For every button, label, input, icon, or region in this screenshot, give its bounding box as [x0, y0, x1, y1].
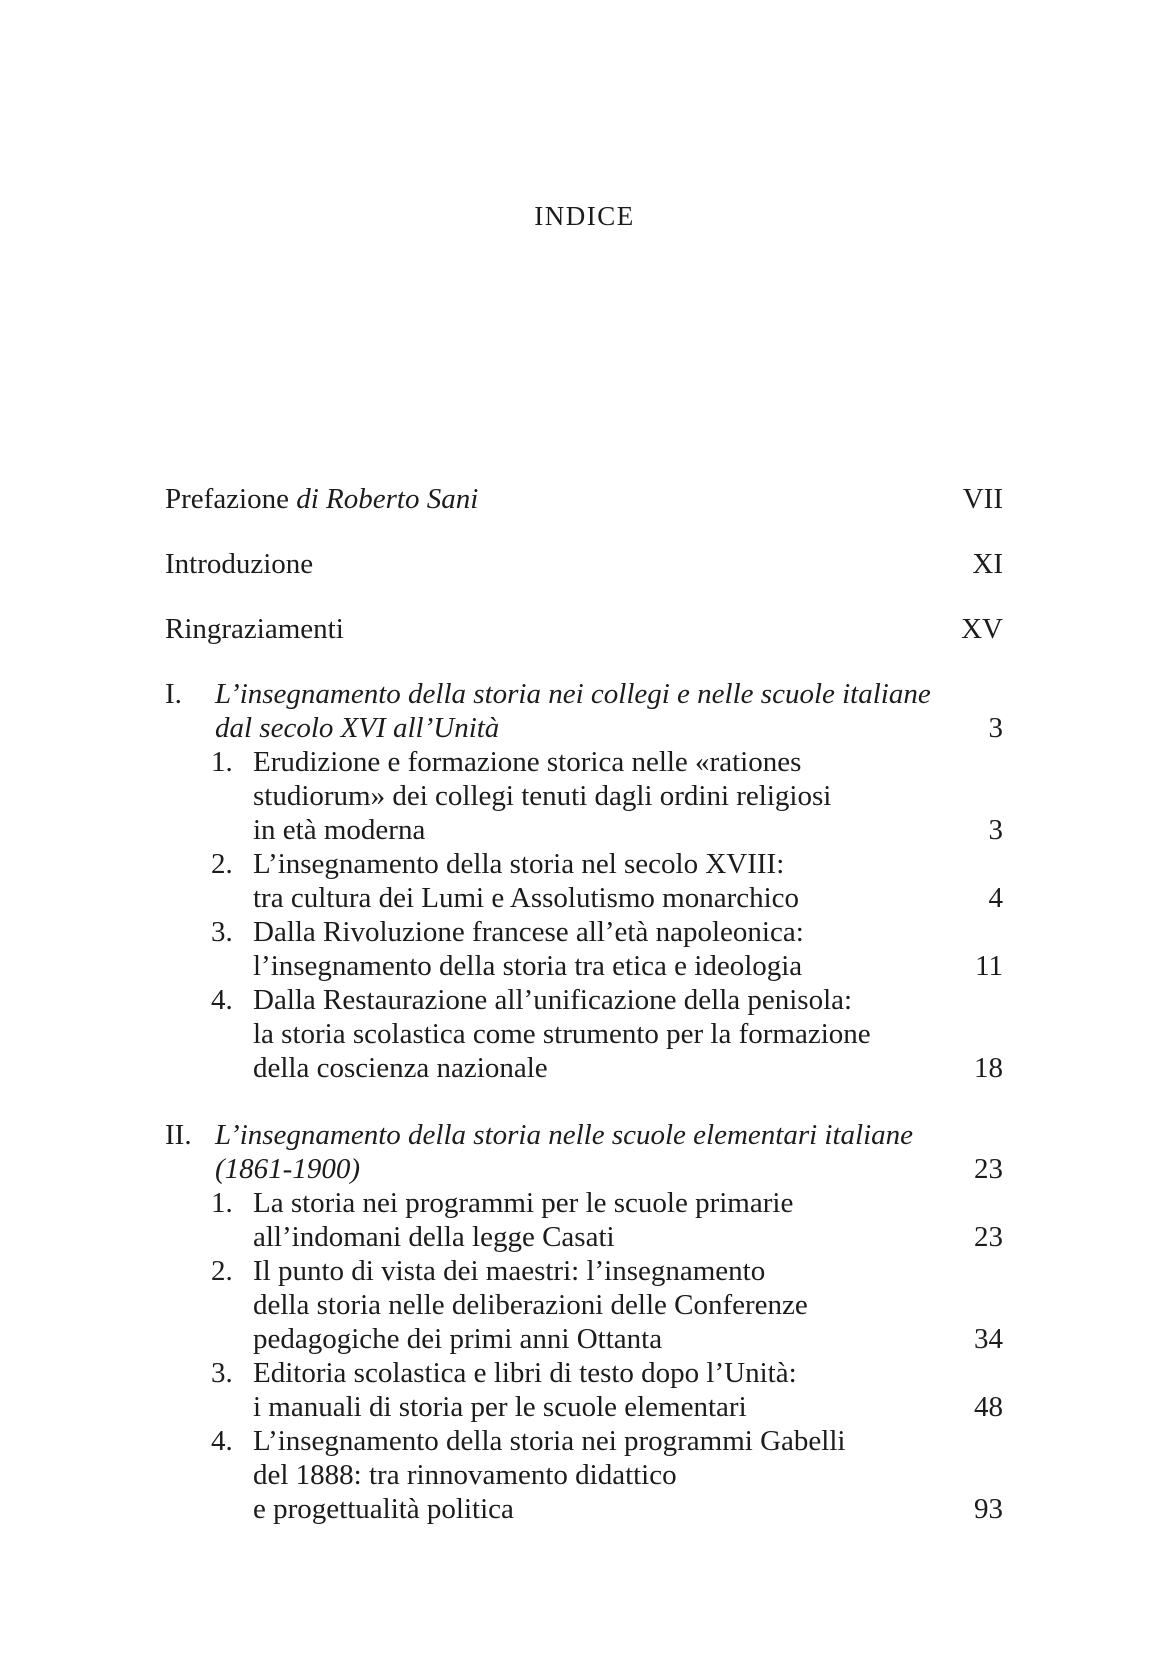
section-title: Erudizione e formazione storica nelle «rationes	[253, 746, 802, 778]
section-line	[165, 915, 1003, 949]
entry-label: Ringraziamenti	[165, 613, 344, 645]
toc-entry-ringraziamenti[interactable]	[165, 612, 1003, 646]
chapter-title-line[interactable]	[165, 711, 1003, 745]
section-number: 3.	[211, 916, 233, 948]
section-number: 2.	[211, 848, 233, 880]
section-page: 34	[974, 1323, 1003, 1355]
toc-entry-introduzione[interactable]	[165, 547, 1003, 581]
chapter-page: 3	[988, 712, 1003, 744]
section-line	[165, 1424, 1003, 1458]
section-line	[165, 1051, 1003, 1085]
section-line	[165, 813, 1003, 847]
section-title: tra cultura dei Lumi e Assolutismo monarchico	[253, 882, 800, 914]
section-title: studiorum» dei collegi tenuti dagli ordini religiosi	[253, 780, 832, 812]
chapter-title: dal secolo XVI all’Unità	[215, 712, 500, 744]
section-title: la storia scolastica come strumento per la formazione	[253, 1018, 871, 1050]
section-line	[165, 1458, 1003, 1492]
section-line	[165, 1288, 1003, 1322]
chapter-title-line[interactable]	[165, 1152, 1003, 1186]
entry-page: VII	[962, 483, 1003, 515]
section-line	[165, 1390, 1003, 1424]
section-title: della storia nelle deliberazioni delle Conferenze	[253, 1289, 808, 1321]
section-title: l’insegnamento della storia tra etica e ideologia	[253, 950, 803, 982]
entry-label: Prefazione	[165, 483, 297, 515]
entry-page: XV	[961, 613, 1003, 645]
section-line	[165, 1017, 1003, 1051]
section-line	[165, 881, 1003, 915]
chapter-title: L’insegnamento della storia nei collegi e nelle scuole italiane	[215, 678, 931, 710]
section-title: La storia nei programmi per le scuole primarie	[253, 1187, 794, 1219]
section-title: Dalla Restaurazione all’unificazione della penisola:	[253, 984, 853, 1016]
entry-author: di Roberto Sani	[296, 483, 479, 515]
section-page: 11	[975, 950, 1003, 982]
chapter-title-line[interactable]	[165, 1118, 1003, 1152]
entry-page: XI	[972, 548, 1003, 580]
chapter-title-line[interactable]	[165, 677, 1003, 711]
section-line	[165, 949, 1003, 983]
page-title: INDICE	[534, 201, 635, 231]
section-line	[165, 1220, 1003, 1254]
section-title: del 1888: tra rinnovamento didattico	[253, 1459, 677, 1491]
chapter-title: (1861-1900)	[215, 1153, 360, 1185]
section-line	[165, 1356, 1003, 1390]
chapter-page: 23	[974, 1153, 1003, 1185]
section-title: pedagogiche dei primi anni Ottanta	[253, 1323, 663, 1355]
section-title: all’indomani della legge Casati	[253, 1221, 615, 1253]
section-title: e progettualità politica	[253, 1493, 514, 1525]
section-line	[165, 1186, 1003, 1220]
section-line	[165, 745, 1003, 779]
section-title: Editoria scolastica e libri di testo dopo l’Unità:	[253, 1357, 797, 1389]
section-number: 4.	[211, 1425, 233, 1457]
section-title: della coscienza nazionale	[253, 1052, 548, 1084]
chapter-number: II.	[165, 1119, 192, 1151]
section-line	[165, 1254, 1003, 1288]
section-page: 18	[974, 1052, 1003, 1084]
entry-label: Introduzione	[165, 548, 314, 580]
table-of-contents	[165, 0, 1003, 1655]
section-page: 48	[974, 1391, 1003, 1423]
section-number: 3.	[211, 1357, 233, 1389]
section-page: 23	[974, 1221, 1003, 1253]
section-page: 3	[988, 814, 1003, 846]
toc-entry-prefazione[interactable]	[165, 482, 1003, 516]
section-title: Il punto di vista dei maestri: l’insegnamento	[253, 1255, 766, 1287]
section-number: 1.	[211, 746, 233, 778]
section-number: 2.	[211, 1255, 233, 1287]
chapter-number: I.	[165, 678, 182, 710]
section-line	[165, 779, 1003, 813]
section-line	[165, 1322, 1003, 1356]
section-title: in età moderna	[253, 814, 426, 846]
section-page: 93	[974, 1493, 1003, 1525]
section-title: L’insegnamento della storia nel secolo XVIII:	[253, 848, 785, 880]
section-number: 4.	[211, 984, 233, 1016]
section-line	[165, 847, 1003, 881]
section-line	[165, 983, 1003, 1017]
section-title: i manuali di storia per le scuole elementari	[253, 1391, 747, 1423]
section-line	[165, 1492, 1003, 1526]
section-title: L’insegnamento della storia nei programmi Gabelli	[253, 1425, 846, 1457]
section-title: Dalla Rivoluzione francese all’età napoleonica:	[253, 916, 804, 948]
chapter-title: L’insegnamento della storia nelle scuole elementari italiane	[215, 1119, 914, 1151]
section-page: 4	[988, 882, 1003, 914]
section-number: 1.	[211, 1187, 233, 1219]
